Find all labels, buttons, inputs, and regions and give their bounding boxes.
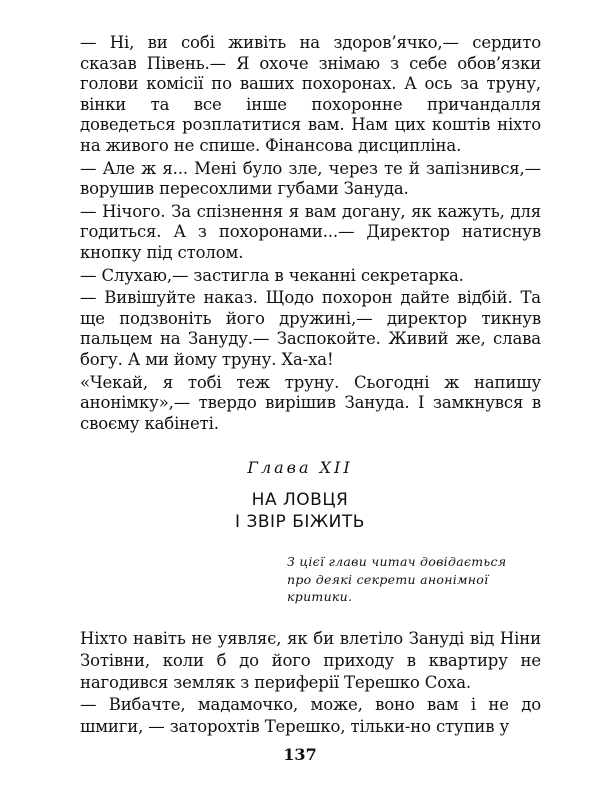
bottom-text-block: [80, 628, 541, 738]
paragraph: — Слухаю,— застигла в чеканні секретарка.: [80, 265, 464, 285]
epigraph: З цієї глави читач довідається про деякі секрети анонімної критики.: [287, 554, 507, 604]
paragraph: «Чекай, я тобі теж труну. Сьогодні ж напишу анонімку»,— твердо вирішив Зануда. І замкнувся в своєму кабінеті.: [80, 372, 541, 433]
paragraph: — Ні, ви собі живіть на здоров’ячко,— сердито сказав Півень.— Я охоче знімаю з себе обов’язки голови комісії по ваших похоронах. А ось за труну, вінки та все інше похоронне причандалля доведеться розплатитися вам. Нам цих коштів ніхто на живого не спише. Фінансова дисципліна.: [80, 33, 541, 155]
paragraph: — Вибачте, мадамочко, може, воно вам і не до шмиги, — заторохтів Терешко, тільки-но ступив у: [80, 695, 541, 736]
paragraph: — Але ж я... Мені було зле, через те й запізнився,— ворушив пересохлими губами Зануда.: [80, 158, 541, 199]
paragraph: Ніхто навіть не уявляє, як би влетіло Зануді від Ніни Зотівни, коли б до його приходу в квартиру не нагодився земляк з периферії Терешко Соха.: [80, 629, 541, 692]
page-number: 137: [283, 745, 317, 764]
top-text-block: [80, 33, 541, 434]
chapter-title: [0, 489, 600, 533]
paragraph: — Нічого. За спізнення я вам догану, як кажуть, для годиться. А з похоронами...— Директор натиснув кнопку під столом.: [80, 201, 541, 262]
paragraph: — Вивішуйте наказ. Щодо похорон дайте відбій. Та ще подзвоніть його дружині,— директор тикнув пальцем на Зануду.— Заспокойте. Живий же, слава богу. А ми йому труну. Ха-ха!: [80, 288, 541, 369]
chapter-title-line: І ЗВІР БІЖИТЬ: [235, 512, 365, 532]
chapter-label: Глава XII: [247, 458, 353, 477]
chapter-title-line: НА ЛОВЦЯ: [251, 490, 349, 510]
